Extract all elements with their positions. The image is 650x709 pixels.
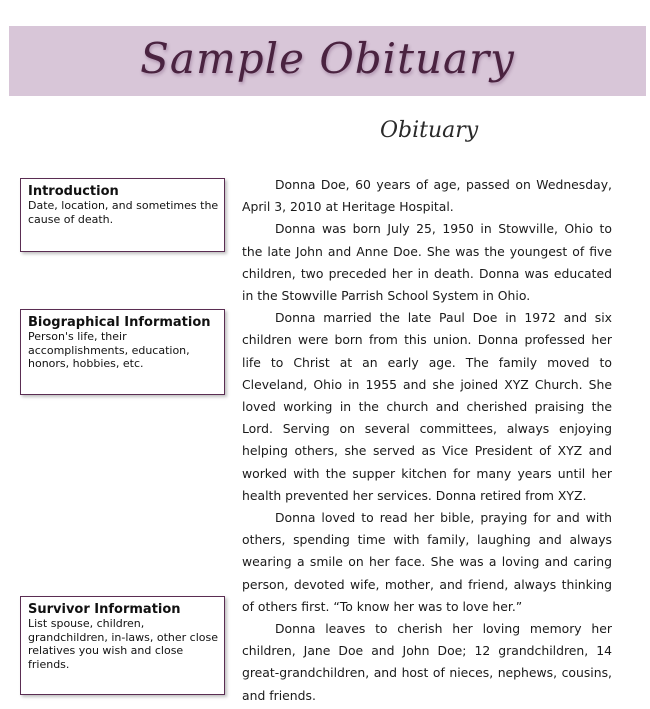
paragraph-biography: Donna married the late Paul Doe in 1972 and six children were born from this union. Donna professed her life to Christ at an early age. The family moved to Cleveland, Ohio in 1955 and she joined XYZ Church. She loved working in the church and cherished praising the Lord. Serving on several committees, always enjoying helping others, she served as Vice President of XYZ and worked with the supper kitchen for many years until her health prevented her services. Donna retired from XYZ. bbox=[242, 310, 612, 503]
sidebar-box-introduction bbox=[20, 178, 225, 252]
sidebar-box-text: List spouse, children, grandchildren, in-laws, other close relatives you wish and close friends. bbox=[28, 617, 218, 671]
sidebar-box-text: Person's life, their accomplishments, education, honors, hobbies, etc. bbox=[28, 330, 190, 370]
title-banner bbox=[9, 26, 646, 96]
paragraph-introduction: Donna Doe, 60 years of age, passed on Wednesday, April 3, 2010 at Heritage Hospital. bbox=[242, 177, 612, 215]
sidebar-box-title: Biographical Information bbox=[28, 315, 211, 330]
paragraph-personality: Donna loved to read her bible, praying for and with others, spending time with family, laughing and always wearing a smile on her face. She was a loving and caring person, devoted wife, mother, and friend, always thinking of others first. “To know her was to love her.” bbox=[242, 510, 612, 614]
sidebar-box-text: Date, location, and sometimes the cause of death. bbox=[28, 199, 219, 226]
section-subtitle: Obituary bbox=[380, 118, 479, 143]
paragraph-birth: Donna was born July 25, 1950 in Stowville, Ohio to the late John and Anne Doe. She was the youngest of five children, two preceded her in death. Donna was educated in the Stowville Parrish School System in Ohio. bbox=[242, 221, 612, 304]
obituary-body bbox=[242, 174, 612, 707]
sidebar-box-survivor bbox=[20, 596, 225, 695]
page-title: Sample Obituary bbox=[140, 34, 515, 83]
paragraph-survivors: Donna leaves to cherish her loving memory her children, Jane Doe and John Doe; 12 grandchildren, 14 great-grandchildren, and host of nieces, nephews, cousins, and friends. bbox=[242, 621, 612, 703]
sidebar-box-title: Survivor Information bbox=[28, 602, 181, 617]
sidebar-box-biographical bbox=[20, 309, 225, 395]
sidebar-box-title: Introduction bbox=[28, 184, 119, 199]
